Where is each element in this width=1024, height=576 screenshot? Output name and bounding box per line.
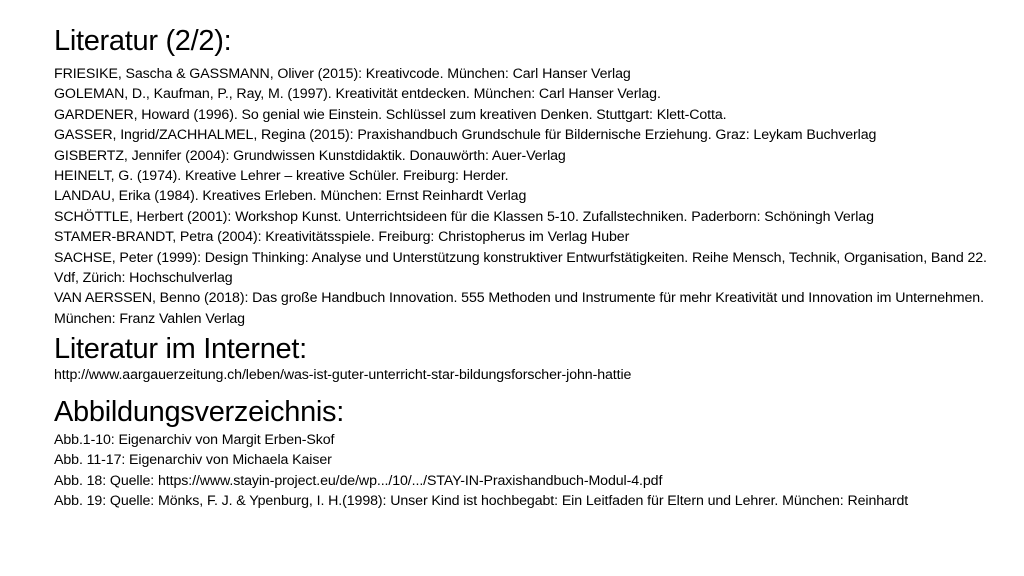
- figure-credit-item: Abb. 19: Quelle: Mönks, F. J. & Ypenburg, I. H.(1998): Unser Kind ist hochbegabt: Ein Leitfaden für Eltern und Lehrer. München: Reinhardt: [54, 493, 909, 510]
- figure-credit-item: Abb.1-10: Eigenarchiv von Margit Erben-Skof: [54, 432, 335, 448]
- reference-item: GISBERTZ, Jennifer (2004): Grundwissen Kunstdidaktik. Donauwörth: Auer-Verlag: [54, 147, 566, 164]
- figure-credit-item: Abb. 18: Quelle: https://www.stayin-project.eu/de/wp.../10/.../STAY-IN-Praxishandbuch-Modul-4.pdf: [54, 472, 663, 489]
- reference-item: STAMER-BRANDT, Petra (2004): Kreativitätsspiele. Freiburg: Christopherus im Verlag Huber: [54, 229, 630, 246]
- reference-item: VAN AERSSEN, Benno (2018): Das große Handbuch Innovation. 555 Methoden und Instrumente für mehr Kreativität und Innovation im Unternehmen. München: Franz Vahlen Verlag: [54, 290, 984, 327]
- internet-heading: Literatur im Internet:: [54, 333, 307, 365]
- internet-list: [54, 365, 1004, 385]
- web-link-item[interactable]: http://www.aargauerzeitung.ch/leben/was-ist-guter-unterricht-star-bildungsforscher-john-hattie: [54, 367, 632, 383]
- literature-list: [54, 64, 1004, 329]
- figures-heading: Abbildungsverzeichnis:: [54, 396, 345, 428]
- reference-item: GASSER, Ingrid/ZACHHALMEL, Regina (2015): Praxishandbuch Grundschule für Bildernische Erziehung. Graz: Leykam Buchverlag: [54, 127, 877, 144]
- reference-item: GARDENER, Howard (1996). So genial wie Einstein. Schlüssel zum kreativen Denken. Stuttgart: Klett-Cotta.: [54, 106, 727, 123]
- reference-item: SCHÖTTLE, Herbert (2001): Workshop Kunst. Unterrichtsideen für die Klassen 5-10. Zufallstechniken. Paderborn: Schöningh Verlag: [54, 208, 874, 225]
- reference-item: GOLEMAN, D., Kaufman, P., Ray, M. (1997). Kreativität entdecken. München: Carl Hanser Verlag.: [54, 86, 661, 103]
- figure-credit-item: Abb. 11-17: Eigenarchiv von Michaela Kaiser: [54, 452, 332, 469]
- reference-item: HEINELT, G. (1974). Kreative Lehrer – kreative Schüler. Freiburg: Herder.: [54, 168, 509, 185]
- figures-list: [54, 430, 954, 512]
- reference-item: FRIESIKE, Sascha & GASSMANN, Oliver (2015): Kreativcode. München: Carl Hanser Verlag: [54, 66, 631, 82]
- reference-item: LANDAU, Erika (1984). Kreatives Erleben. München: Ernst Reinhardt Verlag: [54, 188, 527, 205]
- literature-heading: Literatur (2/2):: [54, 25, 232, 57]
- reference-item: SACHSE, Peter (1999): Design Thinking: Analyse und Unterstützung konstruktiver Entwurfstätigkeiten. Reihe Mensch, Technik, Organisation, Band 22. Vdf, Zürich: Hochschulverlag: [54, 249, 987, 287]
